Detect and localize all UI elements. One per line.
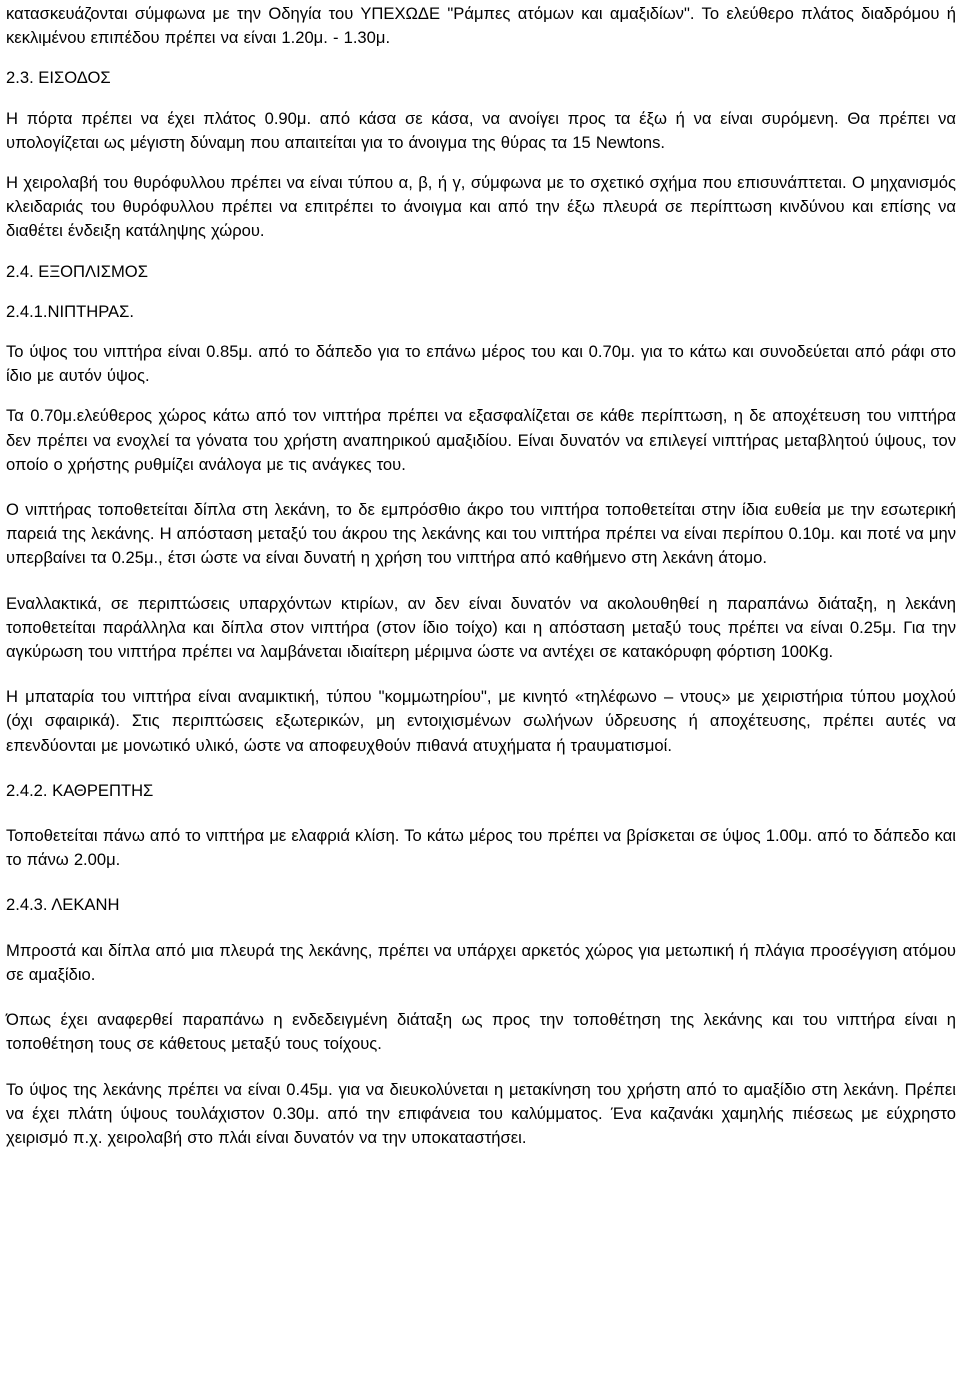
section-heading-equipment: 2.4. ΕΞΟΠΛΙΣΜΟΣ — [6, 261, 148, 281]
paragraph-door-handle: Η χειρολαβή του θυρόφυλλου πρέπει να είναι τύπου α, β, ή γ, σύμφωνα με το σχετικό σχήμα που επισυνάπτεται. Ο μηχανισμός κλειδαριάς του θυρόφυλλου πρέπει να επιτρέπει το άνοιγμα και από την έξω πλευρά σε περίπτωση κινδύνου και επίσης να διαθέτει ένδειξη κατάληψης χώρου. — [6, 173, 956, 241]
paragraph-toilet-height: Το ύψος της λεκάνης πρέπει να είναι 0.45μ. για να διευκολύνεται η μετακίνηση του χρήστη από το αμαξίδιο στη λεκάνη. Πρέπει να έχει πλάτη ύψους τουλάχιστον 0.30μ. από την επιφάνεια του καλύμματος. Ένα καζανάκι χαμηλής πιέσεως με εύχρηστο χειρισμό π.χ. χειρολαβή στο πλάι είναι δυνατόν να την υποκαταστήσει. — [6, 1079, 956, 1147]
document-page — [6, 2, 956, 1150]
paragraph-faucet: Η μπαταρία του νιπτήρα είναι αναμικτική, τύπου "κομμωτηρίου", με κινητό «τηλέφωνο – ντους» με χειριστήρια τύπου μοχλού (όχι σφαιρικά). Στις περιπτώσεις εξωτερικών, μη εντοιχισμένων σωλήνων ύδρευσης ή αποχέτευσης, πρέπει αυτές να επενδύονται με μονωτικό υλικό, ώστε να αποφευχθούν πιθανά ατυχήματα ή τραυματισμοί. — [6, 687, 956, 755]
paragraph-ramps-intro: κατασκευάζονται σύμφωνα με την Οδηγία του ΥΠΕΧΩΔΕ "Ράμπες ατόμων και αμαξιδίων". Το ελεύθερο πλάτος διαδρόμου ή κεκλιμένου επιπέδου πρέπει να είναι 1.20μ. - 1.30μ. — [6, 4, 956, 48]
paragraph-washbasin-alternative: Εναλλακτικά, σε περιπτώσεις υπαρχόντων κτιρίων, αν δεν είναι δυνατόν να ακολουθηθεί η παραπάνω διάταξη, η λεκάνη τοποθετείται παράλληλα και δίπλα στον νιπτήρα (στον ίδιο τοίχο) και η απόσταση μεταξύ τους πρέπει να είναι 0.25μ. Για την αγκύρωση του νιπτήρα πρέπει να λαμβάνεται ιδιαίτερη μέριμνα ώστε να αντέχει σε κατακόρυφη φόρτιση 100Kg. — [6, 593, 956, 662]
paragraph-door-width: Η πόρτα πρέπει να έχει πλάτος 0.90μ. από κάσα σε κάσα, να ανοίγει προς τα έξω ή να είναι συρόμενη. Θα πρέπει να υπολογίζεται ως μέγιστη δύναμη που απαιτείται για το άνοιγμα της θύρας τα 15 Newtons. — [6, 108, 956, 152]
paragraph-washbasin-height: Το ύψος του νιπτήρα είναι 0.85μ. από το δάπεδο για το επάνω μέρος του και 0.70μ. για το κάτω και συνοδεύεται από ράφι στο ίδιο με αυτόν ύψος. — [6, 342, 956, 386]
paragraph-washbasin-placement: Ο νιπτήρας τοποθετείται δίπλα στη λεκάνη, το δε εμπρόσθιο άκρο του νιπτήρα τοποθετείται στην ίδια ευθεία με την εσωτερική παρειά της λεκάνης. Η απόσταση μεταξύ του άκρου της λεκάνης και του νιπτήρα πρέπει να είναι περίπου 0.10μ. και ποτέ να μην υπερβαίνει τα 0.25μ., έτσι ώστε να είναι δυνατή η χρήση του νιπτήρα από καθήμενο στη λεκάνη άτομο. — [6, 500, 956, 568]
paragraph-toilet-space: Μπροστά και δίπλα από μια πλευρά της λεκάνης, πρέπει να υπάρχει αρκετός χώρος για μετωπική ή πλάγια προσέγγιση ατόμου σε αμαξίδιο. — [6, 940, 956, 984]
subsection-heading-mirror: 2.4.2. ΚΑΘΡΕΠΤΗΣ — [6, 780, 154, 800]
subsection-heading-toilet: 2.4.3. ΛΕΚΑΝΗ — [6, 895, 120, 915]
paragraph-toilet-arrangement: Όπως έχει αναφερθεί παραπάνω η ενδεδειγμένη διάταξη ως προς την τοποθέτηση της λεκάνης και του νιπτήρα είναι η τοποθέτηση τους σε κάθετους μεταξύ τους τοίχους. — [6, 1010, 956, 1054]
paragraph-mirror: Τοποθετείται πάνω από το νιπτήρα με ελαφριά κλίση. Το κάτω μέρος του πρέπει να βρίσκεται σε ύψος 1.00μ. από το δάπεδο και το πάνω 2.00μ. — [6, 826, 956, 870]
paragraph-washbasin-clearance: Τα 0.70μ.ελεύθερος χώρος κάτω από τον νιπτήρα πρέπει να εξασφαλίζεται σε κάθε περίπτωση, η δε αποχέτευση του νιπτήρα δεν πρέπει να ενοχλεί τα γόνατα του χρήστη αναπηρικού αμαξιδίου. Είναι δυνατόν να επιλεγεί νιπτήρας μεταβλητού ύψους, τον οποίο ο χρήστης ρυθμίζει ανάλογα με τις ανάγκες του. — [6, 406, 956, 474]
subsection-heading-washbasin: 2.4.1.ΝΙΠΤΗΡΑΣ. — [6, 301, 134, 321]
section-heading-entrance: 2.3. ΕΙΣΟΔΟΣ — [6, 68, 111, 88]
